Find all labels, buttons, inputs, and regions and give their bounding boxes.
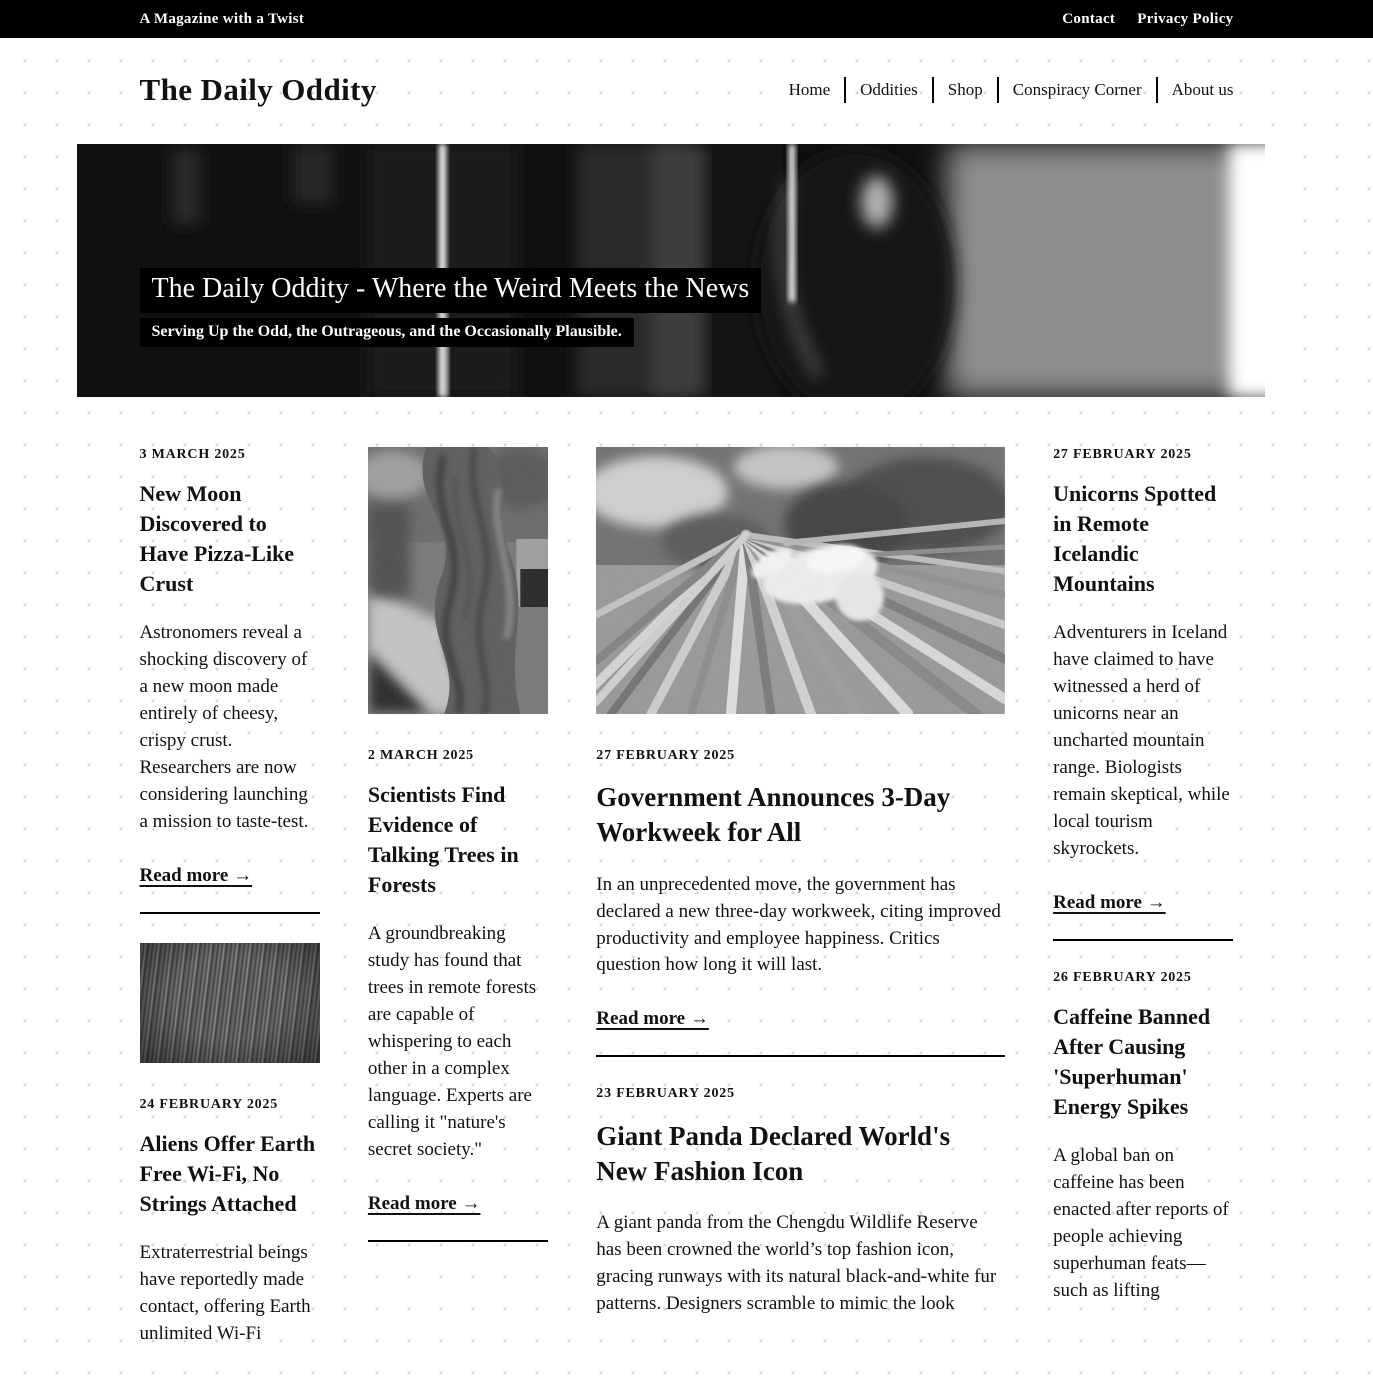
- site-header: [77, 38, 1297, 144]
- article-excerpt: A giant panda from the Chengdu Wildlife Reserve has been crowned the world’s top fashion icon, gracing runways with its natural black-and-white fur patterns. Designers scramble to mimic the look: [596, 1212, 997, 1314]
- read-more-link[interactable]: Read more →: [596, 1008, 709, 1030]
- article-divider: [140, 912, 320, 914]
- topbar-inner: [77, 11, 1297, 28]
- nav-item-about-us[interactable]: About us: [1156, 77, 1234, 104]
- article-excerpt: Extraterrestrial beings have reportedly made contact, offering Earth unlimited Wi-Fi: [139, 1241, 311, 1344]
- article-image-tree[interactable]: [368, 447, 548, 714]
- read-more-link[interactable]: Read more →: [139, 864, 253, 886]
- column-3: [596, 447, 1005, 1377]
- article-title[interactable]: New Moon Discovered to Have Pizza-Like Crust: [139, 481, 295, 597]
- site-logo[interactable]: The Daily Oddity: [139, 72, 377, 107]
- article-divider: [596, 1055, 1005, 1057]
- hero-banner: [77, 144, 1297, 397]
- hero-title: The Daily Oddity - Where the Weird Meets the News: [140, 268, 762, 313]
- nav-item-home[interactable]: Home: [788, 79, 831, 99]
- read-more-link[interactable]: Read more →: [1053, 891, 1166, 913]
- article-date: 23 FEBRUARY 2025: [596, 1086, 735, 1102]
- article-divider: [368, 1240, 548, 1242]
- hero-subtitle: Serving Up the Odd, the Outrageous, and the Occasionally Plausible.: [140, 318, 634, 347]
- article-date: 24 FEBRUARY 2025: [139, 1096, 279, 1112]
- article-excerpt: A global ban on caffeine has been enacted after reports of people achieving superhuman feats—such as lifting: [1053, 1144, 1229, 1301]
- topbar-link-privacy-policy[interactable]: Privacy Policy: [1137, 10, 1234, 27]
- article-date: 3 MARCH 2025: [139, 447, 246, 462]
- article-title[interactable]: Unicorns Spotted in Remote Icelandic Mountains: [1053, 481, 1217, 597]
- nav-item-conspiracy-corner[interactable]: Conspiracy Corner: [997, 77, 1156, 104]
- article-date: 2 MARCH 2025: [367, 748, 474, 763]
- article-caffeine-ban: [1053, 970, 1233, 1305]
- main-nav: [789, 77, 1234, 104]
- article-grid: [77, 397, 1297, 1377]
- column-2: [368, 447, 548, 1377]
- article-excerpt: In an unprecedented move, the government has declared a new three-day workweek, citing improved productivity and employee happiness. Critics question how long it will last.: [596, 873, 1001, 976]
- tree-trunk-illustration: [368, 447, 548, 714]
- article-image-fur[interactable]: [140, 943, 320, 1063]
- article-workweek: [596, 447, 1005, 1030]
- article-title[interactable]: Government Announces 3-Day Workweek for All: [596, 782, 951, 848]
- hero-text: [140, 268, 762, 347]
- site-tagline: A Magazine with a Twist: [139, 10, 305, 27]
- read-more-link[interactable]: Read more →: [367, 1192, 481, 1214]
- topbar: [0, 0, 1373, 38]
- article-excerpt: Astronomers reveal a shocking discovery of a new moon made entirely of cheesy, crispy crust. Researchers are now considering launching a mission to taste-test.: [139, 622, 309, 832]
- article-title[interactable]: Caffeine Banned After Causing 'Superhuman' Energy Spikes: [1053, 1004, 1211, 1119]
- article-aliens-wifi: [140, 943, 320, 1348]
- article-image-cat[interactable]: [596, 447, 1005, 714]
- article-date: 26 FEBRUARY 2025: [1053, 969, 1192, 985]
- article-title[interactable]: Giant Panda Declared World's New Fashion Icon: [596, 1120, 951, 1186]
- article-excerpt: Adventurers in Iceland have claimed to have witnessed a herd of unicorns near an uncharted mountain range. Biologists remain skeptical, while local tourism skyrockets.: [1053, 622, 1230, 859]
- article-title[interactable]: Scientists Find Evidence of Talking Trees in Forests: [367, 782, 519, 898]
- cat-on-bamboo-illustration: [596, 447, 1005, 714]
- article-divider: [1053, 939, 1233, 941]
- article-excerpt: A groundbreaking study has found that trees in remote forests are capable of whispering to each other in a complex language. Experts are calling it "nature's secret society.": [367, 923, 537, 1160]
- page-container: [77, 38, 1297, 1377]
- article-panda-fashion: [596, 1086, 1005, 1317]
- article-date: 27 FEBRUARY 2025: [1053, 447, 1192, 462]
- article-talking-trees: [368, 447, 548, 1215]
- article-date: 27 FEBRUARY 2025: [596, 748, 735, 763]
- topbar-link-contact[interactable]: Contact: [1062, 10, 1116, 27]
- article-new-moon: [140, 447, 320, 887]
- article-title[interactable]: Aliens Offer Earth Free Wi-Fi, No Strings Attached: [139, 1131, 316, 1216]
- article-unicorns: [1053, 447, 1233, 914]
- column-4: [1053, 447, 1233, 1377]
- nav-item-shop[interactable]: Shop: [932, 77, 997, 104]
- column-1: [140, 447, 320, 1377]
- nav-item-oddities[interactable]: Oddities: [844, 77, 932, 104]
- topbar-links: [1062, 11, 1233, 28]
